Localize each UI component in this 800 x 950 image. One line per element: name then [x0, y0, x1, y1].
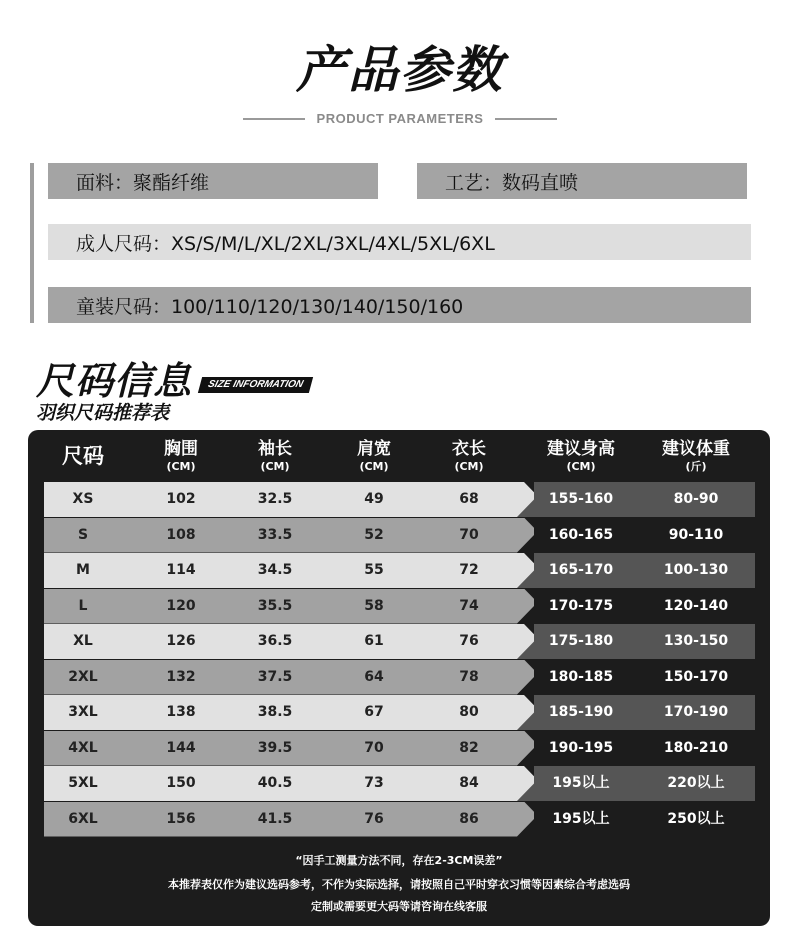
table-cell: 108	[166, 526, 196, 543]
page-title: 产品参数	[296, 41, 504, 99]
table-cell: 34.5	[257, 562, 293, 578]
table-cell: 138	[166, 704, 196, 720]
table-row	[44, 589, 766, 624]
column-header	[334, 438, 414, 488]
table-cell: 175-180	[548, 633, 614, 649]
table-cell: 39.5	[257, 739, 293, 756]
table-cell: 155-160	[548, 491, 614, 507]
column-header	[646, 438, 746, 488]
column-header	[235, 438, 315, 488]
param-material-text: 面料：聚酯纤维	[76, 171, 210, 194]
column-header-name: 衣长	[452, 439, 486, 459]
table-cell: 76	[364, 810, 384, 827]
table-cell: 36.5	[257, 633, 293, 649]
note-measurement: “因手工测量方法不同，存在2-3CM误差”	[295, 854, 503, 867]
table-cell: 190-195	[548, 739, 614, 756]
table-cell: 35.5	[257, 597, 293, 614]
table-cell: 156	[166, 810, 196, 827]
table-cell: 185-190	[548, 704, 614, 720]
table-row	[44, 766, 766, 801]
table-cell: 220以上	[667, 775, 725, 791]
column-header	[43, 438, 123, 488]
table-cell: 130-150	[663, 633, 729, 649]
param-craft-text: 工艺：数码直喷	[445, 171, 579, 194]
table-cell: 67	[364, 704, 384, 720]
table-cell: S	[77, 526, 89, 543]
table-cell: 180-185	[548, 668, 614, 685]
table-cell: 74	[459, 597, 479, 614]
table-cell: 86	[459, 810, 479, 827]
column-header-name: 尺码	[62, 444, 104, 468]
table-cell: 180-210	[663, 739, 729, 756]
column-header	[141, 438, 221, 488]
table-cell: 37.5	[257, 668, 293, 685]
column-header	[429, 438, 509, 488]
table-cell: 170-190	[663, 704, 729, 720]
table-cell: 5XL	[68, 775, 98, 791]
table-cell: 52	[364, 526, 384, 543]
table-cell: 76	[459, 633, 479, 649]
subtitle-row	[0, 111, 800, 126]
param-kids-sizes	[48, 287, 751, 323]
column-header-unit: (斤)	[685, 460, 707, 473]
table-cell: 250以上	[667, 810, 725, 827]
table-row	[44, 553, 766, 588]
table-cell: 4XL	[68, 739, 98, 756]
note-reference: 本推荐表仅作为建议选码参考，不作为实际选择，请按照自己平时穿衣习惯等因素综合考虑选码	[168, 878, 630, 891]
table-cell: 80	[459, 704, 479, 720]
table-cell: 64	[364, 668, 384, 685]
table-cell: 61	[364, 633, 384, 649]
table-cell: 3XL	[68, 704, 98, 720]
table-cell: 73	[364, 775, 384, 791]
size-section-title: 尺码信息	[36, 359, 193, 403]
column-header-unit: (CM)	[260, 460, 290, 473]
table-cell: 150	[166, 775, 196, 791]
table-cell: 120	[166, 597, 196, 614]
params-accent-bar	[30, 163, 34, 323]
table-cell: 58	[364, 597, 384, 614]
param-adult-sizes-text: 成人尺码：XS/S/M/L/XL/2XL/3XL/4XL/5XL/6XL	[76, 232, 495, 255]
param-adult-sizes	[48, 224, 751, 260]
column-header-name: 袖长	[258, 439, 292, 459]
page-subtitle: PRODUCT PARAMETERS	[316, 111, 484, 126]
table-cell: 70	[364, 739, 384, 756]
column-header-name: 肩宽	[357, 439, 391, 459]
table-row	[44, 731, 766, 766]
table-cell: 55	[364, 562, 384, 578]
table-cell: 41.5	[257, 810, 293, 827]
column-header-unit: (CM)	[454, 460, 484, 473]
table-cell: 150-170	[663, 668, 729, 685]
table-cell: 49	[364, 491, 384, 507]
column-header-name: 建议身高	[547, 439, 615, 459]
table-cell: 38.5	[257, 704, 293, 720]
table-row	[44, 660, 766, 695]
table-cell: 70	[459, 526, 479, 543]
table-cell: 102	[166, 491, 196, 507]
param-material	[48, 163, 378, 199]
table-cell: L	[78, 597, 88, 614]
table-cell: 195以上	[552, 775, 610, 791]
table-cell: 72	[459, 562, 479, 578]
table-cell: 160-165	[548, 526, 614, 543]
table-row	[44, 802, 766, 837]
table-row	[44, 624, 766, 659]
param-kids-sizes-text: 童装尺码：100/110/120/130/140/150/160	[76, 295, 464, 318]
table-cell: 126	[166, 633, 196, 649]
column-header-unit: (CM)	[359, 460, 389, 473]
table-cell: 84	[459, 775, 479, 791]
table-cell: 120-140	[663, 597, 729, 614]
column-header-unit: (CM)	[566, 460, 596, 473]
table-row	[44, 482, 766, 517]
size-table-panel	[28, 430, 770, 926]
table-cell: 170-175	[548, 597, 614, 614]
table-cell: 165-170	[548, 562, 614, 578]
column-header-name: 建议体重	[662, 439, 730, 459]
size-section-tag: SIZE INFORMATION	[198, 377, 313, 393]
table-cell: XL	[73, 633, 93, 649]
size-section-subtitle: 羽织尺码推荐表	[36, 402, 170, 424]
table-cell: 90-110	[668, 526, 724, 543]
table-row	[44, 518, 766, 553]
table-cell: 2XL	[68, 668, 98, 685]
table-cell: 195以上	[552, 810, 610, 827]
column-header	[526, 438, 636, 488]
table-cell: 68	[459, 491, 479, 507]
table-cell: 40.5	[257, 775, 293, 791]
note-custom: 定制或需要更大码等请咨询在线客服	[311, 900, 487, 913]
column-header-unit: (CM)	[166, 460, 196, 473]
table-cell: 132	[166, 668, 196, 685]
table-cell: 32.5	[257, 491, 293, 507]
table-row	[44, 695, 766, 730]
table-cell: 80-90	[673, 491, 719, 507]
table-cell: 82	[459, 739, 479, 756]
divider-right	[495, 118, 557, 120]
table-cell: 114	[166, 562, 196, 578]
table-cell: M	[76, 562, 90, 578]
divider-left	[243, 118, 305, 120]
table-cell: 144	[166, 739, 196, 756]
table-cell: 33.5	[257, 526, 293, 543]
table-cell: XS	[72, 491, 94, 507]
column-header-name: 胸围	[164, 439, 198, 459]
param-craft	[417, 163, 747, 199]
table-cell: 78	[459, 668, 479, 685]
table-cell: 6XL	[68, 810, 98, 827]
table-cell: 100-130	[663, 562, 729, 578]
